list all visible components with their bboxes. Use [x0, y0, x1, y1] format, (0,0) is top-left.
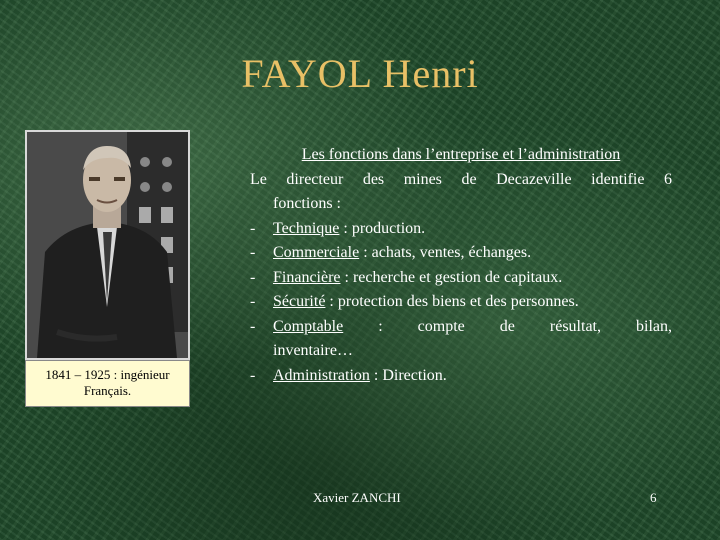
item-desc: : recherche et gestion de capitaux.: [340, 268, 563, 286]
item-term: Administration: [273, 366, 370, 384]
bullet-dash: -: [250, 219, 256, 237]
item-desc: : compte de résultat, bilan,: [343, 317, 672, 335]
item-term: Technique: [273, 219, 340, 237]
list-item-technique: [250, 217, 672, 242]
list-item-administration: [250, 364, 672, 389]
item-desc: : protection des biens et des personnes.: [325, 293, 579, 310]
bullet-dash: -: [250, 366, 256, 384]
list-item-securite: [250, 290, 672, 315]
footer-author: Xavier ZANCHI: [313, 490, 401, 505]
intro-paragraph: [250, 168, 672, 217]
item-line-1: [273, 315, 672, 340]
bullet-dash: -: [250, 293, 256, 310]
item-desc: : production.: [339, 219, 426, 237]
item-desc: : achats, ventes, échanges.: [359, 244, 532, 261]
item-desc-line-2: inventaire…: [273, 342, 353, 359]
content-heading: Les fonctions dans l’entreprise et l’administration: [301, 146, 621, 163]
item-term: Sécurité: [273, 293, 326, 310]
item-term: Comptable: [273, 317, 344, 335]
item-desc: : Direction.: [369, 366, 447, 384]
portrait-photo: [25, 130, 190, 360]
bullet-dash: -: [250, 244, 256, 261]
photo-caption: [25, 360, 190, 407]
item-term: Financière: [273, 268, 341, 286]
item-term: Commerciale: [273, 244, 360, 261]
slide-title: FAYOL Henri: [241, 51, 479, 96]
caption-line-2: Français.: [83, 383, 132, 398]
caption-line-1: 1841 – 1925 : ingénieur: [45, 367, 170, 382]
bullet-dash: -: [250, 317, 256, 335]
page-number: 6: [650, 490, 657, 505]
list-item-comptable: [250, 315, 672, 364]
portrait-image: [27, 132, 188, 358]
intro-line-1: Le directeur des mines de Decazeville identifie 6: [250, 170, 672, 188]
slide-content: [250, 143, 672, 388]
list-item-commerciale: [250, 241, 672, 266]
bullet-dash: -: [250, 268, 256, 286]
list-item-financiere: [250, 266, 672, 291]
intro-line-2: fonctions :: [273, 195, 341, 212]
